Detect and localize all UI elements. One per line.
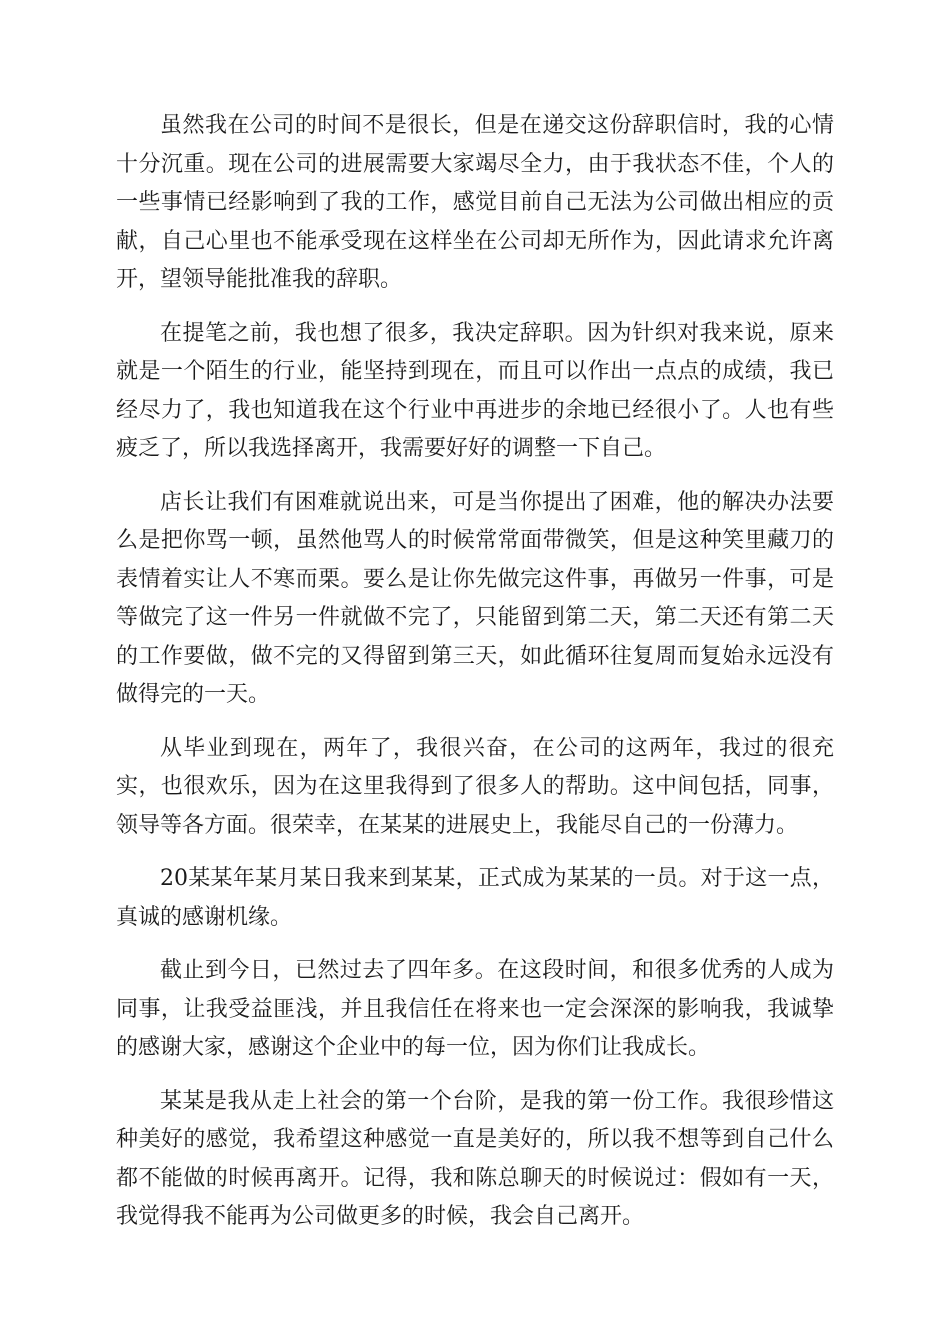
paragraph-4: 从毕业到现在，两年了，我很兴奋，在公司的这两年，我过的很充实，也很欢乐，因为在这里我得到了很多人的帮助。这中间包括，同事，领导等各方面。很荣幸，在某某的进展史上，我能尽自己的一份薄力。 — [116, 735, 834, 838]
document-body — [116, 107, 834, 1237]
paragraph-3: 店长让我们有困难就说出来，可是当你提出了困难，他的解决办法要么是把你骂一顿，虽然他骂人的时候常常面带微笑，但是这种笑里藏刀的表情着实让人不寒而栗。要么是让你先做完这件事，再做另一件事，可是等做完了这一件另一件就做不完了，只能留到第二天，第二天还有第二天的工作要做，做不完的又得留到第三天，如此循环往复周而复始永远没有做得完的一天。 — [116, 489, 834, 707]
paragraph-6: 截止到今日，已然过去了四年多。在这段时间，和很多优秀的人成为同事，让我受益匪浅，并且我信任在将来也一定会深深的影响我，我诚挚的感谢大家，感谢这个企业中的每一位，因为你们让我成长。 — [116, 958, 834, 1060]
paragraph-1: 虽然我在公司的时间不是很长，但是在递交这份辞职信时，我的心情十分沉重。现在公司的进展需要大家竭尽全力，由于我状态不佳，个人的一些事情已经影响到了我的工作，感觉目前自己无法为公司做出相应的贡献，自己心里也不能承受现在这样坐在公司却无所作为，因此请求允许离开，望领导能批准我的辞职。 — [116, 113, 834, 292]
paragraph-7: 某某是我从走上社会的第一个台阶，是我的第一份工作。我很珍惜这种美好的感觉，我希望这种感觉一直是美好的，所以我不想等到自己什么都不能做的时候再离开。记得，我和陈总聊天的时候说过：假如有一天，我觉得我不能再为公司做更多的时候，我会自己离开。 — [116, 1088, 834, 1229]
paragraph-5: 20某某年某月某日我来到某某，正式成为某某的一员。对于这一点，真诚的感谢机缘。 — [116, 866, 834, 930]
paragraph-2: 在提笔之前，我也想了很多，我决定辞职。因为针织对我来说，原来就是一个陌生的行业，能坚持到现在，而且可以作出一点点的成绩，我已经尽力了，我也知道我在这个行业中再进步的余地已经很小了。人也有些疲乏了，所以我选择离开，我需要好好的调整一下自己。 — [116, 320, 834, 461]
